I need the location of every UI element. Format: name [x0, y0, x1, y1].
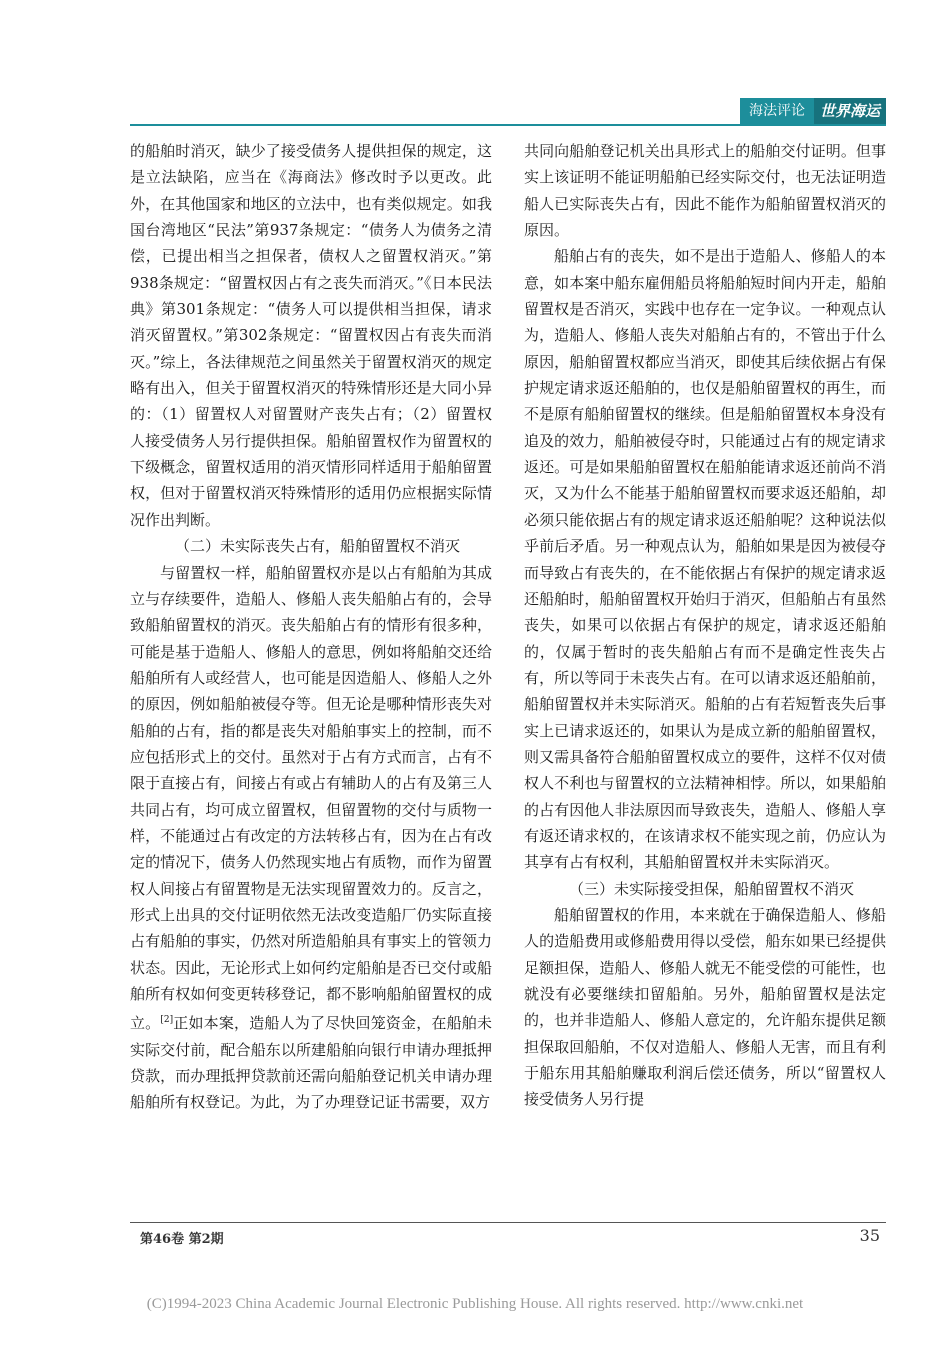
paragraph-4: 船舶占有的丧失，如不是出于造船人、修船人的本意，如本案中船东雇佣船员将船舶短时间内开走，船舶留置权是否消灭，实践中也存在一定争议。一种观点认为，造船人、修船人丧失对船舶占有的，不管出于什么原因，船舶留置权都应当消灭，即使其后续依据占有保护规定请求返还船舶的，也仅是船舶留置权的再生，而不是原有船舶留置权的继续。但是船舶留置权本身没有追及的效力，船舶被侵夺时，只能通过占有的规定请求返还。可是如果船舶留置权在船舶能请求返还前尚不消灭，又为什么不能基于船舶留置权而要求返还船舶，却必须只能依据占有的规定请求返还船舶呢？这种说法似乎前后矛盾。另一种观点认为，船舶如果是因为被侵夺而导致占有丧失的，在不能依据占有保护的规定请求返还船舶时，船舶留置权开始归于消灭，但船舶占有虽然丧失，如果可以依据占有保护的规定，请求返还船舶的，仅属于暂时的丧失船舶占有而不是确定性丧失占有，所以等同于未丧失占有。在可以请求返还船舶前，船舶留置权并未实际消灭。船舶的占有若短暂丧失后事实上已请求返还的，如果认为是成立新的船舶留置权，则又需具备符合船舶留置权成立的要件，这样不仅对债权人不利也与留置权的立法精神相悖。所以，如果船舶的占有因他人非法原因而导致丧失，造船人、修船人享有返还请求权的，在该请求权不能实现之前，仍应认为其享有占有权利，其船舶留置权并未实际消灭。: [524, 247, 886, 872]
right-column: [524, 138, 886, 1113]
header-rule: [130, 124, 886, 126]
paragraph-2-body: 与留置权一样，船舶留置权亦是以占有船舶为其成立与存续要件，造船人、修船人丧失船舶占有的，会导致船舶留置权的消灭。丧失船舶占有的情形有很多种，可能是基于造船人、修船人的意思，例如将船舶交还给船舶所有人或经营人，也可能是因造船人、修船人之外的原因，例如船舶被侵夺等。但无论是哪种情形丧失对船舶的占有，指的都是丧失对船舶事实上的控制，而不应包括形式上的交付。虽然对于占有方式而言，占有不限于直接占有，间接占有或占有辅助人的占有及第三人共同占有，均可成立留置权，但留置物的交付与质物一样，不能通过占有改定的方法转移占有，因为在占有改定的情况下，债务人仍然现实地占有质物，而作为留置权人间接占有留置物是无法实现留置效力的。反言之，形式上出具的交付证明依然无法改变造船厂仍实际直接占有船舶的事实，仍然对所造船舶具有事实上的管领力状态。因此，无论形式上如何约定船舶是否已交付或船舶所有权如何变更转移登记，都不影响船舶留置权的成立。: [130, 563, 492, 1033]
paragraph-2: [130, 560, 492, 1116]
paragraph-1: 的船舶时消灭，缺少了接受债务人提供担保的规定，这是立法缺陷，应当在《海商法》修改时予以更改。此外，在其他国家和地区的立法中，也有类似规定。如我国台湾地区“民法”第937条规定：“债务人为债务之清偿，已提出相当之担保者，债权人之留置权消灭。”第938条规定：“留置权因占有之丧失而消灭。”《日本民法典》第301条规定：“债务人可以提供相当担保，请求消灭留置权。”第302条规定：“留置权因占有丧失而消灭。”综上，各法律规范之间虽然关于留置权消灭的规定略有出入，但关于留置权消灭的特殊情形还是大同小异的：（1）留置权人对留置财产丧失占有；（2）留置权人接受债务人另行提供担保。船舶留置权作为留置权的下级概念，留置权适用的消灭情形同样适用于船舶留置权，但对于留置权消灭特殊情形的适用仍应根据实际情况作出判断。: [130, 142, 492, 529]
section-label: 海法评论: [740, 98, 814, 124]
journal-name: 世界海运: [814, 98, 886, 124]
journal-header-band: [740, 98, 886, 124]
page-number: 35: [859, 1226, 880, 1245]
section-heading-3: （三）未实际接受担保，船舶留置权不消灭: [569, 879, 855, 898]
footnote-ref[interactable]: [2]: [160, 1015, 174, 1026]
section-heading-2: （二）未实际丧失占有，船舶留置权不消灭: [175, 537, 461, 556]
paragraph-2-tail: 正如本案，造船人为了尽快回笼资金，在船舶未实际交付前，配合船东以所建船舶向银行申请办理抵押贷款，而办理抵押贷款前还需向船舶登记机关申请办理船舶所有权登记。为此，为了办理登记证书需要，双方: [130, 1014, 492, 1112]
footer-rule: [130, 1222, 886, 1223]
left-column: [130, 138, 492, 1116]
paragraph-5: 船舶留置权的作用，本来就在于确保造船人、修船人的造船费用或修船费用得以受偿，船东如果已经提供足额担保，造船人、修船人就无不能受偿的可能性，也就没有必要继续扣留船舶。另外，船舶留置权是法定的，也并非造船人、修船人意定的，允许船东提供足额担保取回船舶，不仅对造船人、修船人无害，而且有利于船东用其船舶赚取利润后偿还债务，所以“留置权人接受债务人另行提: [524, 905, 886, 1109]
copyright-notice: (C)1994-2023 China Academic Journal Electronic Publishing House. All rights reserved. http://www.cnki.net: [146, 1296, 804, 1312]
paragraph-3: 共同向船舶登记机关出具形式上的船舶交付证明。但事实上该证明不能证明船舶已经实际交付，也无法证明造船人已实际丧失占有，因此不能作为船舶留置权消灭的原因。: [524, 142, 886, 240]
volume-issue: 第46卷 第2期: [140, 1232, 224, 1247]
